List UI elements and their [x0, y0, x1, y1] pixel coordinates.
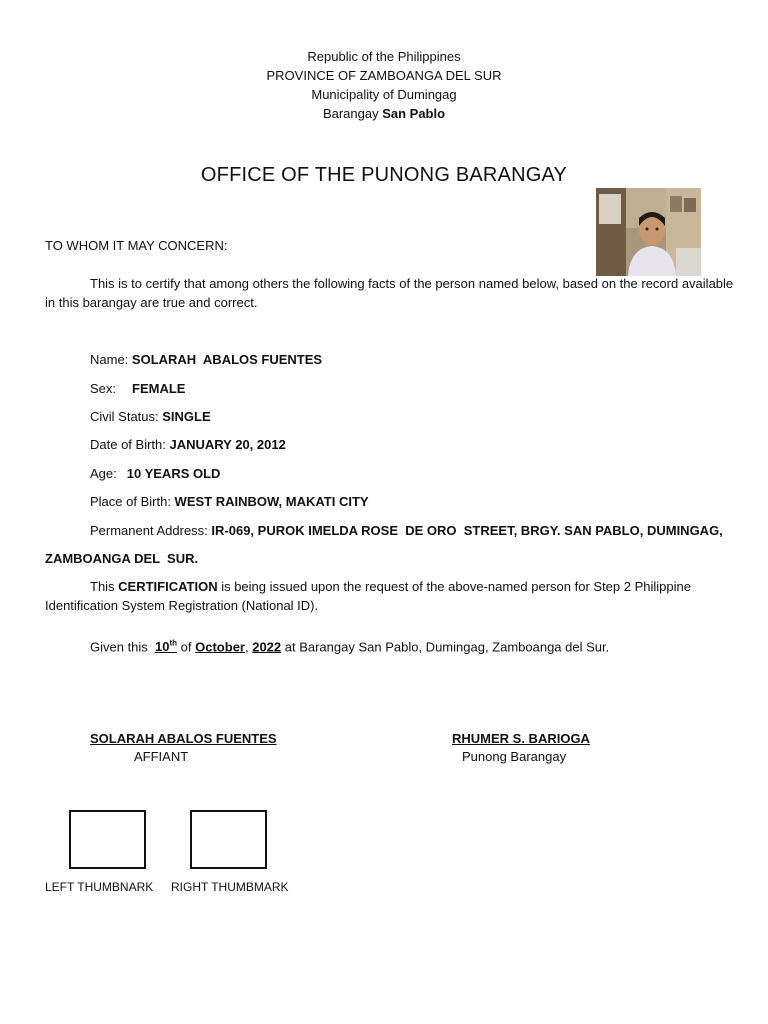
field-address-continued [45, 549, 198, 568]
field-permanent-address [90, 521, 723, 540]
header-barangay-name: San Pablo [382, 106, 446, 121]
left-thumbmark-box [69, 810, 146, 869]
header-barangay [0, 104, 768, 123]
field-age-label: Age: [90, 466, 117, 481]
field-civil-status [90, 407, 211, 426]
field-pob-label: Place of Birth: [90, 494, 175, 509]
right-thumbmark-label: RIGHT THUMBMARK [171, 880, 289, 894]
given-month: October [195, 639, 245, 655]
given-rest: at Barangay San Pablo, Dumingag, Zamboanga del Sur. [281, 639, 610, 655]
field-name [90, 350, 322, 369]
field-place-of-birth [90, 492, 369, 511]
certification-prefix: This [90, 579, 119, 594]
left-thumbmark-label: LEFT THUMBNARK [45, 880, 154, 894]
field-pob-value: WEST RAINBOW, MAKATI CITY [174, 494, 369, 509]
given-of: of [177, 639, 196, 655]
field-address-label: Permanent Address: [90, 523, 212, 538]
field-address-value-line1: IR-069, PUROK IMELDA ROSE DE ORO STREET, BRGY. SAN PABLO, DUMINGAG, [211, 523, 723, 538]
header-municipality: Municipality of Dumingag [311, 87, 457, 102]
header-republic: Republic of the Philippines [307, 49, 461, 64]
salutation: TO WHOM IT MAY CONCERN: [45, 238, 228, 253]
field-date-of-birth [90, 435, 286, 454]
header-barangay-prefix: Barangay [322, 106, 383, 121]
field-address-value-line2: ZAMBOANGA DEL SUR. [45, 551, 199, 566]
id-photo-image [596, 188, 701, 276]
field-civil-label: Civil Status: [90, 409, 163, 424]
intro-paragraph: This is to certify that among others the following facts of the person named below, based on the record available in this barangay are true and correct. [45, 276, 734, 310]
given-year: 2022 [252, 639, 282, 655]
field-name-label: Name: [90, 352, 132, 367]
official-name: RHUMER S. BARIOGA [452, 731, 590, 746]
page-title: OFFICE OF THE PUNONG BARANGAY [200, 164, 568, 186]
field-dob-value: JANUARY 20, 2012 [169, 437, 286, 452]
given-day-suffix: th [169, 639, 178, 648]
field-age [90, 464, 220, 483]
given-comma: , [244, 639, 253, 655]
official-role: Punong Barangay [462, 749, 567, 764]
field-age-value: 10 YEARS OLD [126, 466, 221, 481]
field-sex [90, 379, 185, 398]
header-province: PROVINCE OF ZAMBOANGA DEL SUR [266, 68, 502, 83]
certification-line2: Identification System Registration (National ID). [45, 598, 319, 613]
id-photo [596, 188, 701, 276]
given-line [90, 634, 609, 656]
right-thumbmark-box [190, 810, 267, 869]
affiant-name: SOLARAH ABALOS FUENTES [90, 731, 277, 746]
certification-line1 [90, 577, 691, 596]
certification-keyword: CERTIFICATION [118, 579, 218, 594]
given-day [155, 639, 177, 654]
field-dob-label: Date of Birth: [90, 437, 170, 452]
field-sex-label: Sex: [90, 381, 117, 396]
affiant-role: AFFIANT [134, 749, 189, 764]
given-day-number: 10 [155, 639, 170, 655]
field-sex-value: FEMALE [132, 381, 186, 396]
certification-rest: is being issued upon the request of the above-named person for Step 2 Philippine [217, 579, 691, 594]
field-civil-value: SINGLE [162, 409, 211, 424]
field-name-value: SOLARAH ABALOS FUENTES [131, 352, 323, 367]
given-prefix: Given this [90, 639, 156, 655]
